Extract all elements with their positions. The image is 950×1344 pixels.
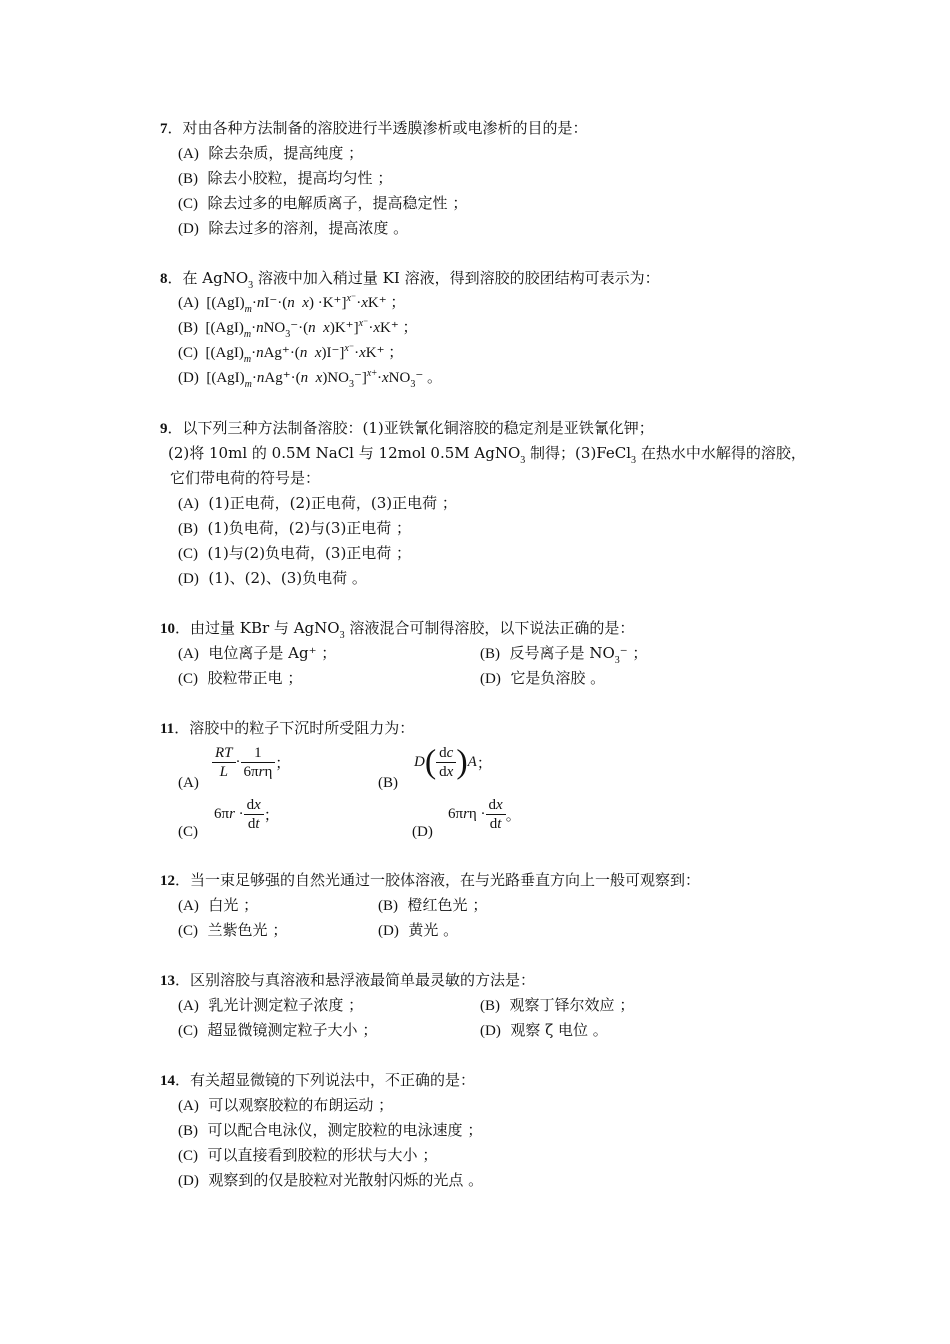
question-number: 8 xyxy=(160,271,168,287)
option-9a: (A) (1)正电荷，(2)正电荷，(3)正电荷 ； xyxy=(178,494,457,512)
option-11d-formula: 6πrη · $\frac{dx}{dt}$ 。 xyxy=(448,797,521,832)
question-10-stem: 10．由过量 KBr 与 AgNO$_3$ 溶液混合可制得溶胶，以下说法正确的是： xyxy=(160,619,635,641)
option-11d-label: (D) xyxy=(412,824,433,840)
option-14b: (B) 可以配合电泳仪，测定胶粒的电泳速度 ； xyxy=(178,1121,483,1139)
option-12c: (C) 兰紫色光 ； xyxy=(178,921,288,939)
question-number: 7 xyxy=(160,121,168,137)
question-number: 14 xyxy=(160,1073,175,1089)
option-7d: (D) 除去过多的溶剂，提高浓度 。 xyxy=(178,219,409,237)
option-12d: (D) 黄光 。 xyxy=(378,921,459,939)
option-11b-label: (B) xyxy=(378,775,398,791)
option-10c: (C) 胶粒带正电 ； xyxy=(178,669,303,687)
option-14a: (A) 可以观察胶粒的布朗运动 ； xyxy=(178,1096,394,1114)
option-9c: (C) (1)与(2)负电荷，(3)正电荷 ； xyxy=(178,544,412,562)
option-13b: (B) 观察丁铎尔效应 ； xyxy=(480,996,635,1014)
option-13a: (A) 乳光计测定粒子浓度 ； xyxy=(178,996,364,1014)
option-8c: (C) [$(AgI)_m\cdot nAg^+\cdot(n$ x)I⁻]$^{x^-}$·xK⁺ ； xyxy=(178,343,404,365)
option-7a: (A) 除去杂质，提高纯度 ； xyxy=(178,144,364,162)
option-10b: (B) 反号离子是 $NO_3^-$ ； xyxy=(480,644,648,666)
question-13-stem: 13．区别溶胶与真溶液和悬浮液最简单最灵敏的方法是： xyxy=(160,971,536,989)
option-10d: (D) 它是负溶胶 。 xyxy=(480,669,606,687)
option-7c: (C) 除去过多的电解质离子，提高稳定性 ； xyxy=(178,194,468,212)
option-12a: (A) 白光 ； xyxy=(178,896,259,914)
option-13d: (D) 观察 ζ 电位 。 xyxy=(480,1021,608,1039)
option-11a-formula: $\frac{RT}{L}$ · $\frac{1}{\text{6πrη}}$ ； xyxy=(212,744,290,781)
option-11c-label: (C) xyxy=(178,824,198,840)
option-8a: (A) [$(AgI)_m\cdot nI^-\cdot(n$ x) ·K⁺]$^{x^-}$·xK⁺ ； xyxy=(178,293,406,315)
option-14c: (C) 可以直接看到胶粒的形状与大小 ； xyxy=(178,1146,438,1164)
option-13c: (C) 超显微镜测定粒子大小 ； xyxy=(178,1021,378,1039)
option-10a: (A) 电位离子是 Ag⁺ ； xyxy=(178,644,337,662)
option-12b: (B) 橙红色光 ； xyxy=(378,896,488,914)
question-8-stem: 8．在 AgNO$_3$ 溶液中加入稍过量 KI 溶液，得到溶胶的胶团结构可表示为： xyxy=(160,269,660,291)
question-9-stem-line3: 它们带电荷的符号是： xyxy=(170,469,321,487)
option-8b: (B) [$(AgI)_m\cdot nNO_3^-\cdot(n$ x)K⁺]$^{x^-}$·xK⁺ ； xyxy=(178,318,418,340)
option-9b: (B) (1)负电荷，(2)与(3)正电荷 ； xyxy=(178,519,412,537)
question-11-stem: 11．溶胶中的粒子下沉时所受阻力为： xyxy=(160,719,415,737)
question-7-stem: 7．对由各种方法制备的溶胶进行半透膜渗析或电渗析的目的是： xyxy=(160,119,588,137)
option-14d: (D) 观察到的仅是胶粒对光散射闪烁的光点 。 xyxy=(178,1171,484,1189)
question-number: 13 xyxy=(160,973,175,989)
question-number: 10 xyxy=(160,621,175,637)
question-12-stem: 12．当一束足够强的自然光通过一胶体溶液，在与光路垂直方向上一般可观察到： xyxy=(160,871,701,889)
question-9-stem: 9．以下列三种方法制备溶胶：(1)亚铁氰化铜溶胶的稳定剂是亚铁氰化钾； xyxy=(160,419,654,437)
question-number: 9 xyxy=(160,421,168,437)
option-11c-formula: 6πr · $\frac{dx}{dt}$ ； xyxy=(214,797,279,832)
question-number: 12 xyxy=(160,873,175,889)
option-7b: (B) 除去小胶粒，提高均匀性 ； xyxy=(178,169,393,187)
option-11b-formula: D( $\frac{dc}{dx}$ )A； xyxy=(414,743,492,781)
option-11a-label: (A) xyxy=(178,775,199,791)
question-number: 11 xyxy=(160,721,175,737)
option-9d: (D) (1)、(2)、(3)负电荷 。 xyxy=(178,569,367,587)
option-8d: (D) [$(AgI)_m\cdot nAg^+\cdot(n$ $x)NO_3^-]^{x+}\cdot xNO_3^-$ 。 xyxy=(178,368,443,390)
question-14-stem: 14．有关超显微镜的下列说法中，不正确的是： xyxy=(160,1071,476,1089)
question-9-stem-line2: (2)将 10ml 的 0.5M NaCl 与 12mol 0.5M AgNO$_3$ 制得；(3)FeCl$_3$ 在热水中水解得的溶胶， xyxy=(168,444,806,466)
